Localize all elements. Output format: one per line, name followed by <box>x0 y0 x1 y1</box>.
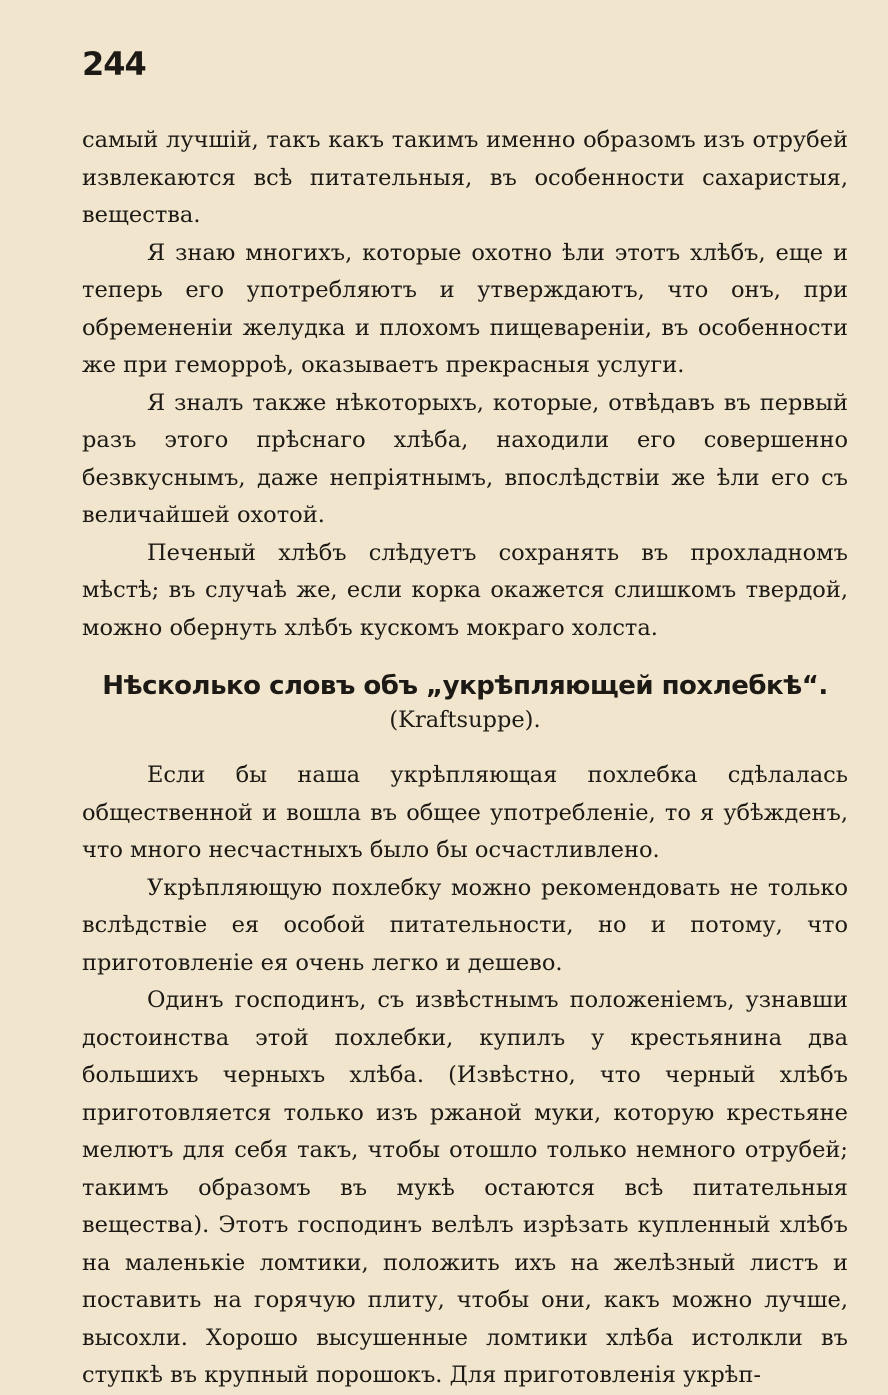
paragraph: Одинъ господинъ, съ извѣстнымъ положеніемъ, узнавши достоинства этой похлебки, купилъ у крестьянина два большихъ черныхъ хлѣба. (Извѣстно, что черный хлѣбъ приготовляется только изъ ржаной муки, которую крестьяне мелютъ для себя такъ, чтобы отошло только немного отрубей; такимъ образомъ въ мукѣ остаются всѣ питательныя вещества). Этотъ господинъ велѣлъ изрѣзать купленный хлѣбъ на маленькіе ломтики, положить ихъ на желѣзный листъ и поставить на горячую плиту, чтобы они, какъ можно лучше, высохли. Хорошо высушенные ломтики хлѣба истолкли въ ступкѣ въ крупный порошокъ. Для приготовленія укрѣп- <box>82 987 848 1388</box>
section-heading: Нѣсколько словъ объ „укрѣпляющей похлебкѣ“. <box>102 671 828 701</box>
paragraph: Я зналъ также нѣкоторыхъ, которые, отвѣдавъ въ первый разъ этого прѣснаго хлѣба, находили его совершенно безвкуснымъ, даже непріятнымъ, впослѣдствіи же ѣли его съ величайшей охотой. <box>82 389 848 528</box>
section-subheading: (Kraftsuppe). <box>389 707 541 733</box>
paragraph: Если бы наша укрѣпляющая похлебка сдѣлалась общественной и вошла въ общее употребленіе, то я убѣжденъ, что много несчастныхъ было бы осчастливлено. <box>82 762 848 863</box>
paragraph: Укрѣпляющую похлебку можно рекомендовать не только вслѣдствіе ея особой питательности, но и потому, что приготовленіе ея очень легко и дешево. <box>82 874 848 976</box>
text-block-bottom <box>82 757 848 1395</box>
text-block-top <box>82 122 848 647</box>
paragraph: самый лучшій, такъ какъ такимъ именно образомъ изъ отрубей извлекаются всѣ питательныя, въ особенности сахаристыя, вещества. <box>82 127 848 228</box>
page-number: 244 <box>82 45 146 83</box>
paragraph: Печеный хлѣбъ слѣдуетъ сохранять въ прохладномъ мѣстѣ; въ случаѣ же, если корка окажется слишкомъ твердой, можно обернуть хлѣбъ кускомъ мокраго холста. <box>82 539 848 641</box>
paragraph: Я знаю многихъ, которые охотно ѣли этотъ хлѣбъ, еще и теперь его употребляютъ и утверждаютъ, что онъ, при обремененіи желудка и плохомъ пищевареніи, въ особенности же при геморроѣ, оказываетъ прекрасныя услуги. <box>82 239 848 378</box>
